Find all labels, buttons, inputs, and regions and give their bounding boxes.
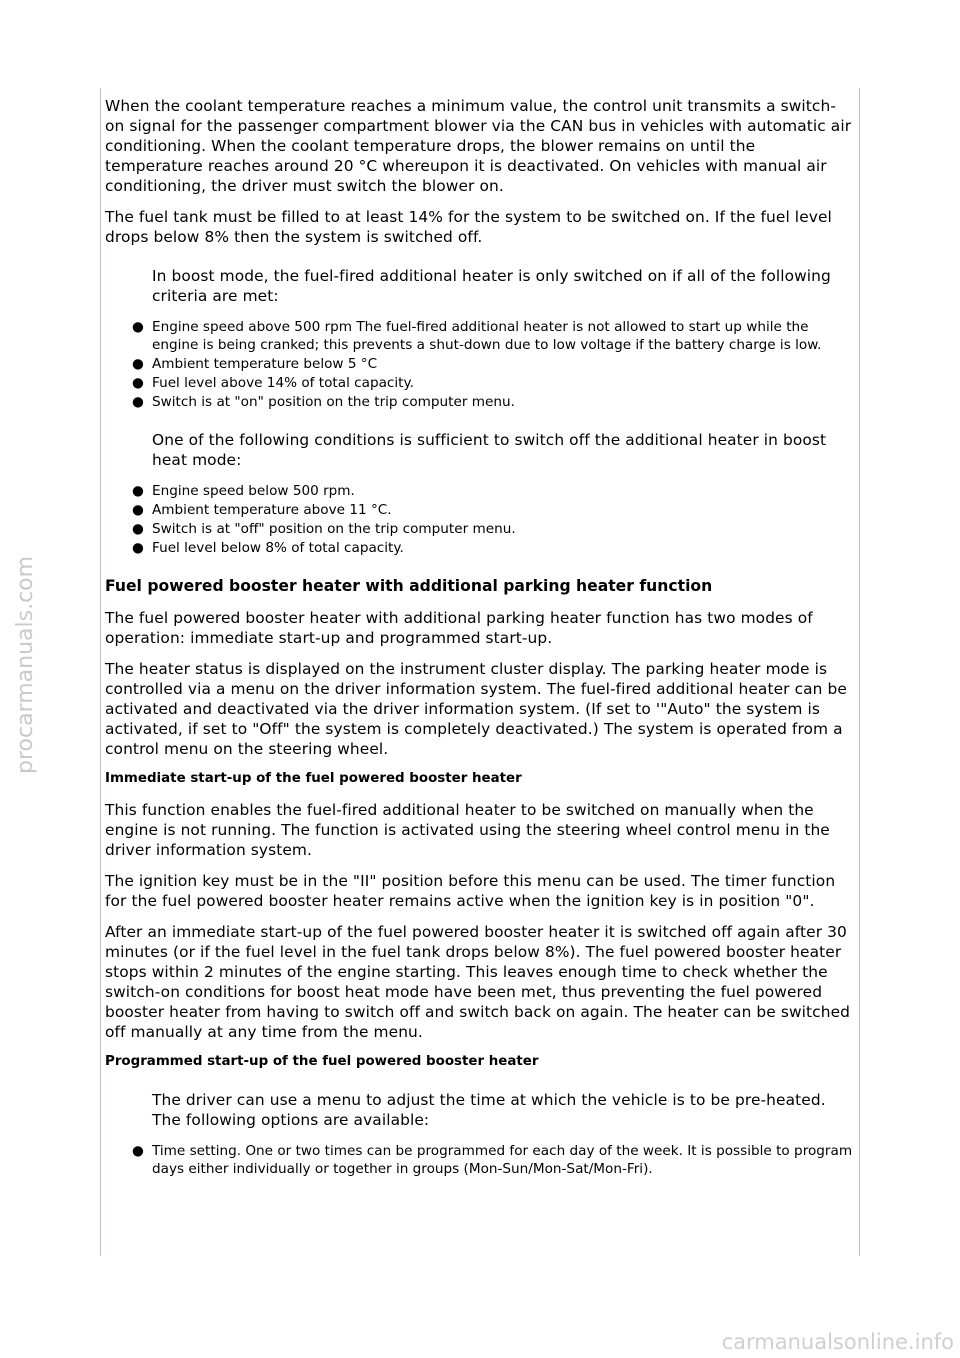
list-item: ● Fuel level below 8% of total capacity. — [132, 540, 404, 556]
list-item: ● Time setting. One or two times can be programmed for each day of the week. It is possible to program days either individually or together in groups (Mon-Sun/Mon-Sat/Mon-Fri). — [132, 1143, 853, 1177]
heading-immediate-startup: Immediate start-up of the fuel powered booster heater — [105, 771, 522, 786]
boost-off-intro: One of the following conditions is sufficient to switch off the additional heater in boost heat mode: — [152, 431, 827, 469]
list-item: ● Engine speed above 500 rpm The fuel-fired additional heater is not allowed to start up while the engine is being cranked; this prevents a shut-down due to low voltage if the battery charge is low. — [132, 319, 822, 353]
heading-programmed-startup: Programmed start-up of the fuel powered booster heater — [105, 1054, 539, 1069]
paragraph-ignition-key: The ignition key must be in the "II" position before this menu can be used. The timer function for the fuel powered booster heater remains active when the ignition key is in position "0". — [105, 872, 836, 910]
bullet-icon: ● — [132, 394, 144, 410]
list-item: ● Engine speed below 500 rpm. — [132, 483, 355, 499]
list-item: ● Switch is at "off" position on the trip computer menu. — [132, 521, 516, 537]
list-item: ● Ambient temperature above 11 °C. — [132, 502, 392, 518]
document-body — [105, 96, 855, 1179]
paragraph-coolant: When the coolant temperature reaches a minimum value, the control unit transmits a switch-on signal for the passenger compartment blower via the CAN bus in vehicles with automatic air conditioning. When the coolant temperature drops, the blower remains on until the temperature reaches around 20 °C whereupon it is deactivated. On vehicles with manual air conditioning, the driver must switch the blower on. — [105, 97, 852, 195]
bullet-icon: ● — [132, 1143, 144, 1159]
paragraph-parking-modes: The fuel powered booster heater with additional parking heater function has two modes of operation: immediate start-up and programmed start-up. — [105, 609, 813, 647]
programmed-options-list — [132, 1142, 855, 1178]
paragraph-fuel-tank: The fuel tank must be filled to at least 14% for the system to be switched on. If the fuel level drops below 8% then the system is switched off. — [105, 208, 832, 246]
bullet-icon: ● — [132, 356, 144, 372]
paragraph-parking-status: The heater status is displayed on the instrument cluster display. The parking heater mode is controlled via a menu on the driver information system. The fuel-fired additional heater can be activated and deactivated via the driver information system. (If set to '"Auto" the system is activated, if set to "Off" the system is completely deactivated.) The system is operated from a control menu on the steering wheel. — [105, 660, 847, 758]
list-item: ● Switch is at "on" position on the trip computer menu. — [132, 394, 515, 410]
bullet-icon: ● — [132, 319, 144, 335]
right-margin-rule — [859, 88, 860, 1256]
bottom-watermark: carmanualsonline.info — [721, 1330, 954, 1354]
boost-off-conditions-list — [132, 482, 855, 557]
boost-on-criteria-list — [132, 318, 855, 411]
programmed-intro: The driver can use a menu to adjust the time at which the vehicle is to be pre-heated. The following options are available: — [152, 1091, 826, 1129]
bullet-icon: ● — [132, 483, 144, 499]
boost-on-intro: In boost mode, the fuel-fired additional heater is only switched on if all of the following criteria are met: — [152, 267, 831, 305]
left-margin-rule — [100, 88, 101, 1256]
bullet-icon: ● — [132, 521, 144, 537]
heading-parking-heater: Fuel powered booster heater with additional parking heater function — [105, 577, 713, 595]
paragraph-switch-off: After an immediate start-up of the fuel powered booster heater it is switched off again after 30 minutes (or if the fuel level in the fuel tank drops below 8%). The fuel powered booster heater stops within 2 minutes of the engine starting. This leaves enough time to check whether the switch-on conditions for boost heat mode have been met, thus preventing the fuel powered booster heater from having to switch off and switch back on again. The heater can be switched off manually at any time from the menu. — [105, 923, 851, 1041]
paragraph-immediate-function: This function enables the fuel-fired additional heater to be switched on manually when the engine is not running. The function is activated using the steering wheel control menu in the driver information system. — [105, 801, 830, 859]
bullet-icon: ● — [132, 502, 144, 518]
bullet-icon: ● — [132, 375, 144, 391]
bullet-icon: ● — [132, 540, 144, 556]
list-item: ● Ambient temperature below 5 °C — [132, 356, 378, 372]
list-item: ● Fuel level above 14% of total capacity. — [132, 375, 414, 391]
